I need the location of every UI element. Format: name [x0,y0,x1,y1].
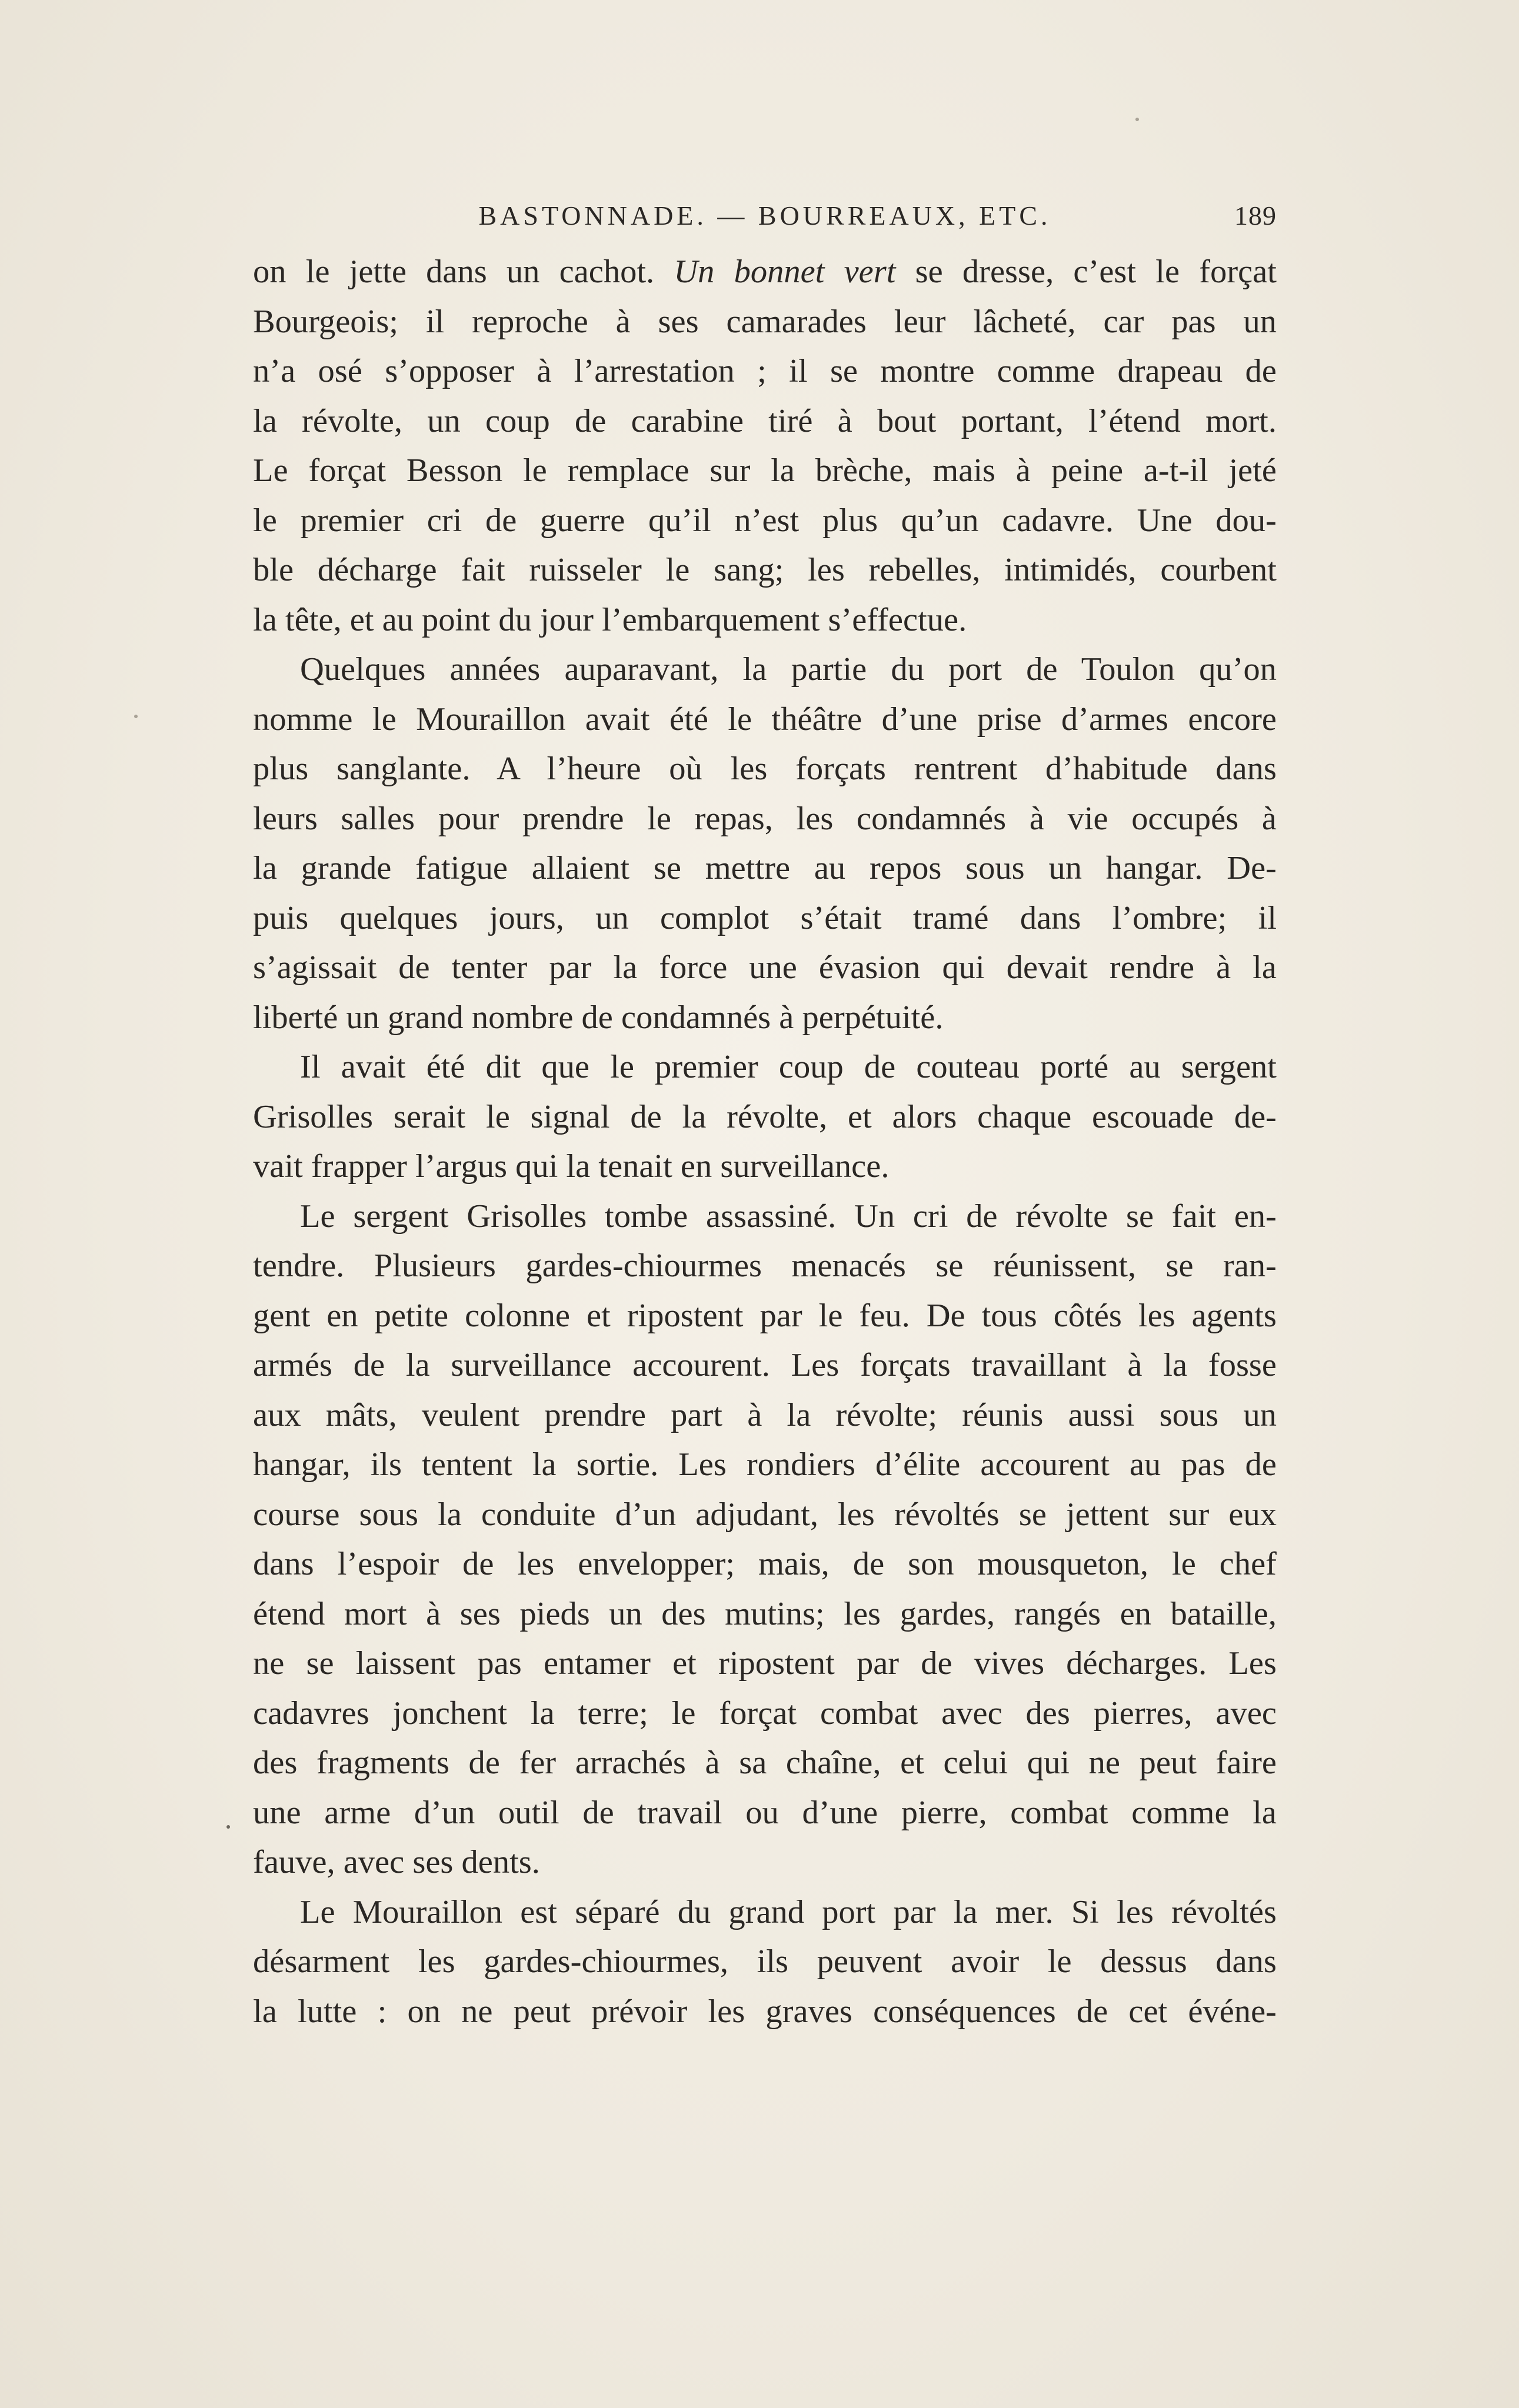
text-line: la grande fatigue allaient se mettre au repos sous un hangar. De- [253,850,1277,886]
page-header [253,200,1277,235]
text-line: on le jette dans un cachot. Un bonnet vert se dresse, c’est le forçat [253,254,1277,290]
text-line: ne se laissent pas entamer et ripostent par de vives décharges. Les [253,1645,1277,1682]
text-line: liberté un grand nombre de condamnés à perpétuité. [253,999,944,1036]
text-line: vait frapper l’argus qui la tenait en surveillance. [253,1148,890,1185]
paragraph [253,1192,1277,1887]
paragraph [253,645,1277,1042]
text-line: armés de la surveillance accourent. Les forçats travaillant à la fosse [253,1347,1277,1383]
paper-speck [1135,118,1139,121]
text-line: Bourgeois; il reproche à ses camarades leur lâcheté, car pas un [253,303,1277,340]
text-line: n’a osé s’opposer à l’arrestation ; il se montre comme drapeau de [253,353,1277,389]
text-line: Quelques années auparavant, la partie du port de Toulon qu’on [300,651,1277,688]
text-line: la révolte, un coup de carabine tiré à bout portant, l’étend mort. [253,402,1277,439]
text-line: dans l’espoir de les envelopper; mais, de son mousqueton, le chef [253,1546,1277,1582]
text-line: ble décharge fait ruisseler le sang; les rebelles, intimidés, courbent [253,552,1277,588]
text-line: des fragments de fer arrachés à sa chaîne, et celui qui ne peut faire [253,1745,1277,1781]
text-line: la tête, et au point du jour l’embarquement s’effectue. [253,601,967,638]
text-line: s’agissait de tenter par la force une évasion qui devait rendre à la [253,949,1277,986]
page-number: 189 [1234,201,1277,231]
text-line: nomme le Mouraillon avait été le théâtre d’une prise d’armes encore [253,701,1277,738]
text-line: tendre. Plusieurs gardes-chiourmes menacés se réunissent, se ran- [253,1248,1277,1284]
text-line: hangar, ils tentent la sortie. Les rondiers d’élite accourent au pas de [253,1446,1277,1483]
text-line: plus sanglante. A l’heure où les forçats rentrent d’habitude dans [253,751,1277,787]
text-line: la lutte : on ne peut prévoir les graves conséquences de cet événe- [253,1993,1277,2030]
text-line: course sous la conduite d’un adjudant, les révoltés se jettent sur eux [253,1496,1277,1533]
text-line: une arme d’un outil de travail ou d’une pierre, combat comme la [253,1794,1277,1831]
text-line: puis quelques jours, un complot s’était tramé dans l’ombre; il [253,899,1277,936]
italic-phrase: Un bonnet vert [674,254,896,290]
body-text [253,247,1277,2036]
text-line: Le forçat Besson le remplace sur la brèche, mais à peine a-t-il jeté [253,452,1277,489]
paragraph [253,1887,1277,2037]
text-line: le premier cri de guerre qu’il n’est plus qu’un cadavre. Une dou- [253,502,1277,539]
text-line: leurs salles pour prendre le repas, les condamnés à vie occupés à [253,800,1277,837]
text-line: gent en petite colonne et ripostent par le feu. De tous côtés les agents [253,1297,1277,1334]
text-line: aux mâts, veulent prendre part à la révolte; réunis aussi sous un [253,1396,1277,1433]
paragraph [253,247,1277,645]
text-line: Grisolles serait le signal de la révolte, et alors chaque escouade de- [253,1098,1277,1135]
text-line: Le sergent Grisolles tombe assassiné. Un cri de révolte se fait en- [300,1198,1277,1235]
text-line: étend mort à ses pieds un des mutins; les gardes, rangés en bataille, [253,1595,1277,1632]
running-head: BASTONNADE. — BOURREAUX, ETC. [478,201,1051,231]
text-line: Le Mouraillon est séparé du grand port par la mer. Si les révoltés [300,1893,1277,1930]
text-line: cadavres jonchent la terre; le forçat combat avec des pierres, avec [253,1695,1277,1732]
text-line: Il avait été dit que le premier coup de couteau porté au sergent [300,1049,1277,1085]
text-line: fauve, avec ses dents. [253,1844,540,1880]
paper-speck [226,1825,230,1829]
text-line: désarment les gardes-chiourmes, ils peuvent avoir le dessus dans [253,1943,1277,1980]
paper-speck [134,715,138,718]
paragraph [253,1042,1277,1192]
